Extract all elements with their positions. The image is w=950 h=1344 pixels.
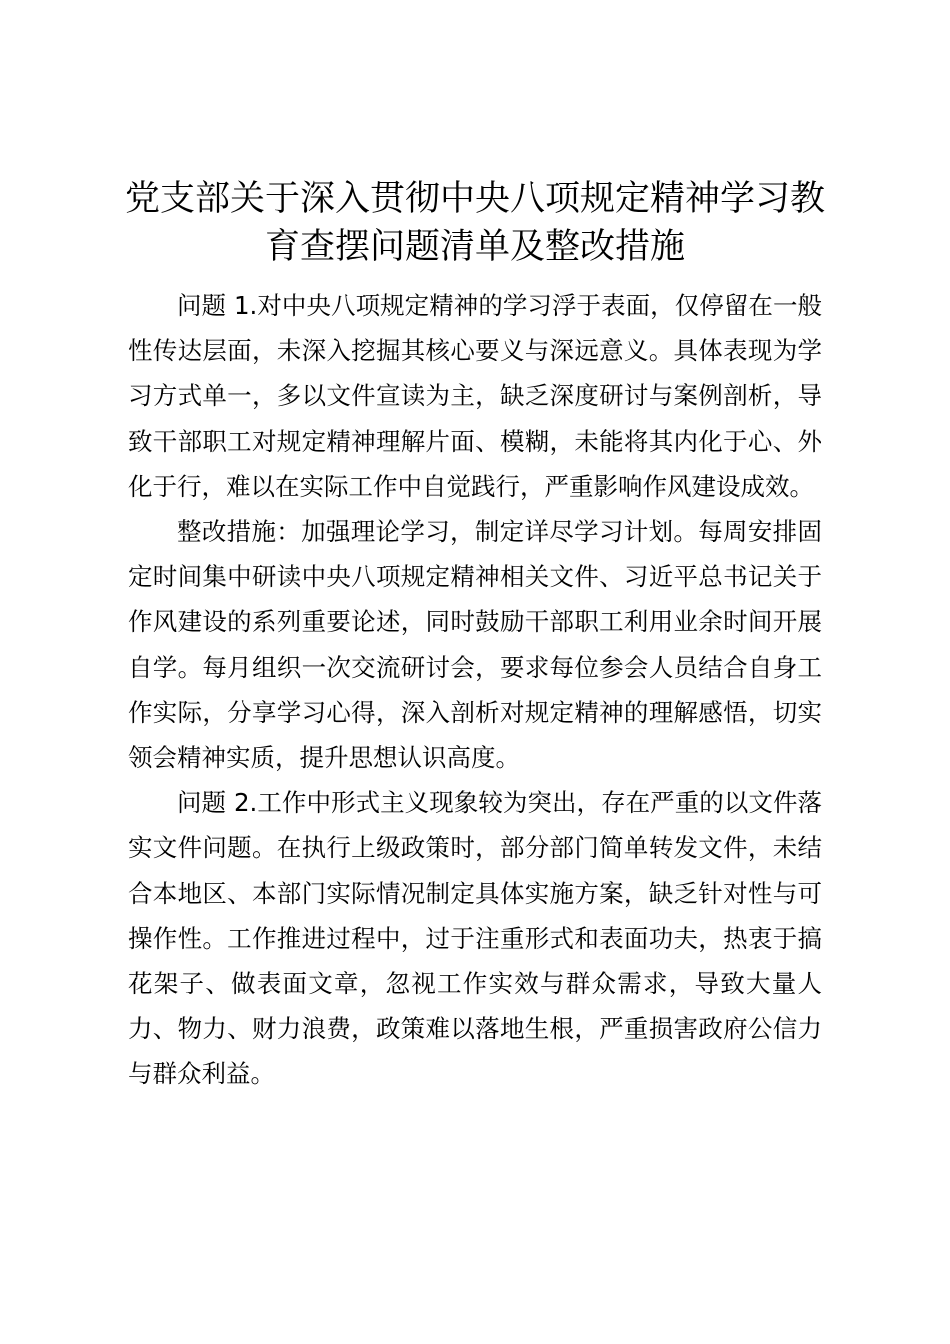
paragraph-problem-2: 问题 2.工作中形式主义现象较为突出，存在严重的以文件落实文件问题。在执行上级政策时，部分部门简单转发文件，未结合本地区、本部门实际情况制定具体实施方案，缺乏针对性与可操作性。工作推进过程中，过于注重形式和表面功夫，热衷于搞花架子、做表面文章，忽视工作实效与群众需求，导致大量人力、物力、财力浪费，政策难以落地生根，严重损害政府公信力与群众利益。: [128, 788, 822, 1089]
paragraph-problem-1: 问题 1.对中央八项规定精神的学习浮于表面，仅停留在一般性传达层面，未深入挖掘其核心要义与深远意义。具体表现为学习方式单一，多以文件宣读为主，缺乏深度研讨与案例剖析，导致干部职工对规定精神理解片面、模糊，未能将其内化于心、外化于行，难以在实际工作中自觉践行，严重影响作风建设成效。: [128, 291, 822, 501]
document-title: 党支部关于深入贯彻中央八项规定精神学习教育查摆问题清单及整改措施: [124, 179, 825, 267]
document-body: [128, 283, 822, 1097]
paragraph-rectification-measures: 整改措施：加强理论学习，制定详尽学习计划。每周安排固定时间集中研读中央八项规定精神相关文件、习近平总书记关于作风建设的系列重要论述，同时鼓励干部职工利用业余时间开展自学。每月组织一次交流研讨会，要求每位参会人员结合自身工作实际，分享学习心得，深入剖析对规定精神的理解感悟，切实领会精神实质，提升思想认识高度。: [128, 517, 822, 773]
